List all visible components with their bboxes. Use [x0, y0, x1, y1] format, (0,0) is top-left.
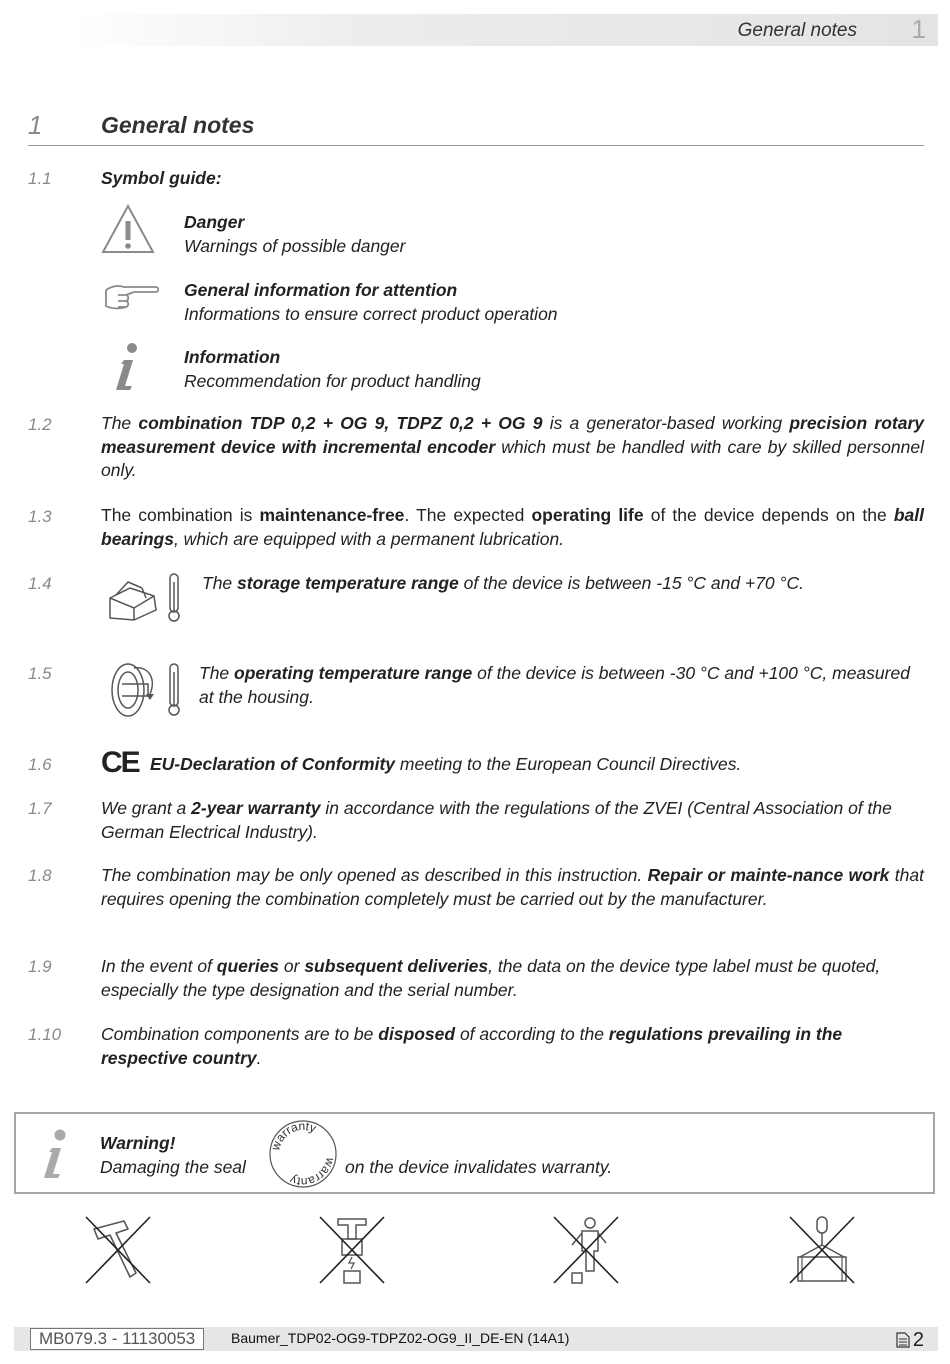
section-number: 1.5: [28, 664, 52, 683]
section-number: 1.4: [28, 574, 52, 593]
chapter-number: 1: [28, 110, 43, 140]
header-title: General notes: [737, 20, 857, 41]
section-number: 1.10: [28, 1025, 62, 1044]
no-impact-icon: [318, 1215, 386, 1285]
section-number: 1.9: [28, 957, 52, 976]
paragraph-maintenance: The combination is maintenance-free. The expected operating life of the device depends on the ball bearings, which are equipped with a permanent lubrication.: [101, 505, 924, 549]
section-number: 1.6: [28, 755, 52, 774]
attention-title: General information for attention: [184, 280, 458, 300]
section-number: 1.1: [28, 169, 52, 188]
document-filename: Baumer_TDP02-OG9-TDPZ02-OG9_II_DE-EN (14A1): [231, 1330, 570, 1346]
page-icon: [896, 1332, 910, 1348]
storage-box-thermometer-icon: [106, 572, 184, 624]
chapter-title: General notes: [101, 112, 255, 138]
information-title: Information: [184, 347, 281, 367]
paragraph-device-description: The combination TDP 0,2 + OG 9, TDPZ 0,2 + OG 9 is a generator-based working precision rotary measurement device with incremental encoder which must be handled with care by skilled personnel only.: [101, 413, 924, 480]
no-standing-icon: [552, 1215, 620, 1285]
paragraph-repair: The combination may be only opened as described in this instruction. Repair or mainte-nance work that requires opening the combination completely must be carried out by the manufacturer.: [101, 865, 924, 909]
seal-text-bottom: warranty: [287, 1156, 338, 1190]
no-hammer-icon: [84, 1215, 152, 1285]
paragraph-warranty: We grant a 2-year warranty in accordance with the regulations of the ZVEI (Central Association of the German Electrical Industry).: [101, 798, 892, 842]
paragraph-conformity: EU-Declaration of Conformity meeting to the European Council Directives.: [150, 754, 742, 774]
danger-title: Danger: [184, 212, 245, 232]
pointing-hand-icon: [104, 282, 160, 312]
paragraph-disposal: Combination components are to be disposed of according to the regulations prevailing in the respective country.: [101, 1024, 843, 1068]
document-number: MB079.3 - 11130053: [30, 1328, 204, 1350]
no-lifting-icon: [788, 1215, 856, 1285]
section-number: 1.2: [28, 415, 52, 434]
paragraph-operating-temperature: The operating temperature range of the device is between -30 °C and +100 °C, measured at the housing.: [199, 663, 910, 707]
paragraph-storage-temperature: The storage temperature range of the device is between -15 °C and +70 °C.: [202, 573, 805, 593]
header-chapter-number: 1: [911, 14, 926, 44]
seal-text-top: warranty: [268, 1118, 319, 1152]
page-number: 2: [912, 1329, 924, 1351]
section-number: 1.3: [28, 507, 52, 526]
chapter-rule: [28, 145, 924, 146]
paragraph-queries: In the event of queries or subsequent deliveries, the data on the device type label must be quoted, especially the type designation and the serial number.: [101, 956, 881, 1000]
information-icon: [112, 342, 142, 392]
section-number: 1.8: [28, 866, 52, 885]
symbol-guide-title: Symbol guide:: [101, 168, 222, 188]
warning-title: Warning!: [100, 1133, 176, 1153]
ce-mark: CE: [101, 746, 139, 779]
warning-information-icon: [40, 1128, 70, 1180]
warranty-seal-icon: [268, 1119, 338, 1189]
rotating-shaft-thermometer-icon: [104, 660, 184, 720]
attention-description: Informations to ensure correct product operation: [184, 304, 558, 324]
section-number: 1.7: [28, 799, 52, 818]
information-description: Recommendation for product handling: [184, 371, 481, 391]
danger-description: Warnings of possible danger: [184, 236, 406, 256]
warning-text-end: on the device invalidates warranty.: [345, 1157, 613, 1177]
warning-text-start: Damaging the seal: [100, 1157, 246, 1177]
danger-icon: [100, 203, 156, 255]
